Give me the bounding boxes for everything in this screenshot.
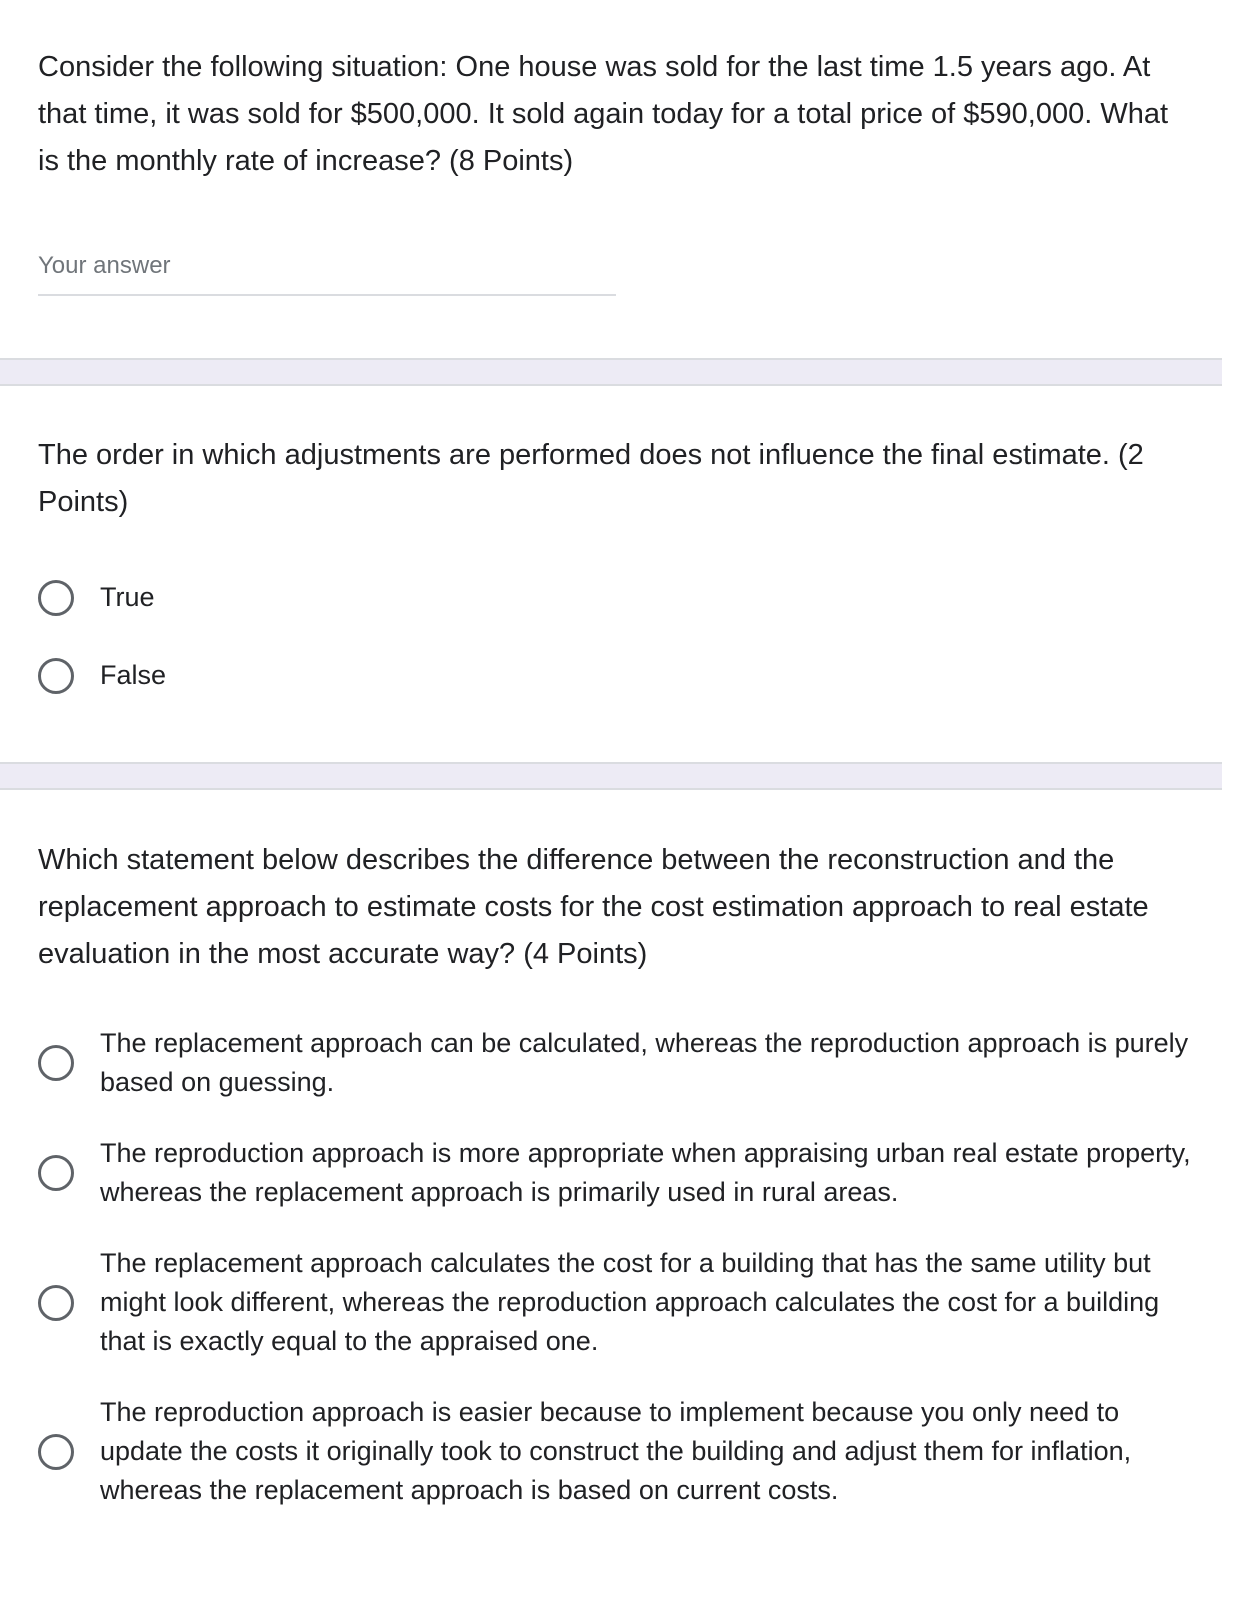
- option-label: The replacement approach calculates the cost for a building that has the same utility but might look different, whereas the reproduction approach calculates the cost for a building that is exactly equal to the appraised one.: [100, 1248, 1160, 1356]
- question-card-1: [0, 0, 1222, 360]
- option-label: False: [100, 660, 167, 690]
- radio-icon[interactable]: [38, 1434, 74, 1470]
- radio-icon[interactable]: [38, 1285, 74, 1321]
- section-divider: [0, 358, 1222, 386]
- option-3[interactable]: [38, 1244, 1198, 1361]
- question-card-3: [0, 790, 1222, 1600]
- option-1[interactable]: [38, 1024, 1198, 1102]
- option-4[interactable]: [38, 1393, 1198, 1510]
- radio-icon[interactable]: [38, 1155, 74, 1191]
- option-false[interactable]: [38, 656, 1198, 695]
- answer-input[interactable]: Your answer: [38, 252, 616, 296]
- option-true[interactable]: [38, 578, 1198, 617]
- option-label: The reproduction approach is more appropriate when appraising urban real estate property, whereas the replacement approach is primarily used in rural areas.: [100, 1138, 1191, 1207]
- question-text: The order in which adjustments are performed does not influence the final estimate. (2 Points): [38, 439, 1144, 518]
- question-card-2: [0, 386, 1222, 762]
- question-text: Which statement below describes the difference between the reconstruction and the replacement approach to estimate costs for the cost estimation approach to real estate evaluation in the most accurate way? (4 Points): [38, 844, 1149, 970]
- radio-icon[interactable]: [38, 1045, 74, 1081]
- option-label: The replacement approach can be calculated, whereas the reproduction approach is purely based on guessing.: [100, 1028, 1189, 1097]
- option-2[interactable]: [38, 1134, 1198, 1212]
- option-label: The reproduction approach is easier because to implement because you only need to update the costs it originally took to construct the building and adjust them for inflation, whereas the replacement approach is based on current costs.: [100, 1397, 1132, 1505]
- radio-icon[interactable]: [38, 658, 74, 694]
- section-divider: [0, 762, 1222, 790]
- question-text: Consider the following situation: One house was sold for the last time 1.5 years ago. At that time, it was sold for $500,000. It sold again today for a total price of $590,000. What is the monthly rate of increase? (8 Points): [38, 51, 1169, 177]
- option-label: True: [100, 582, 155, 612]
- radio-icon[interactable]: [38, 580, 74, 616]
